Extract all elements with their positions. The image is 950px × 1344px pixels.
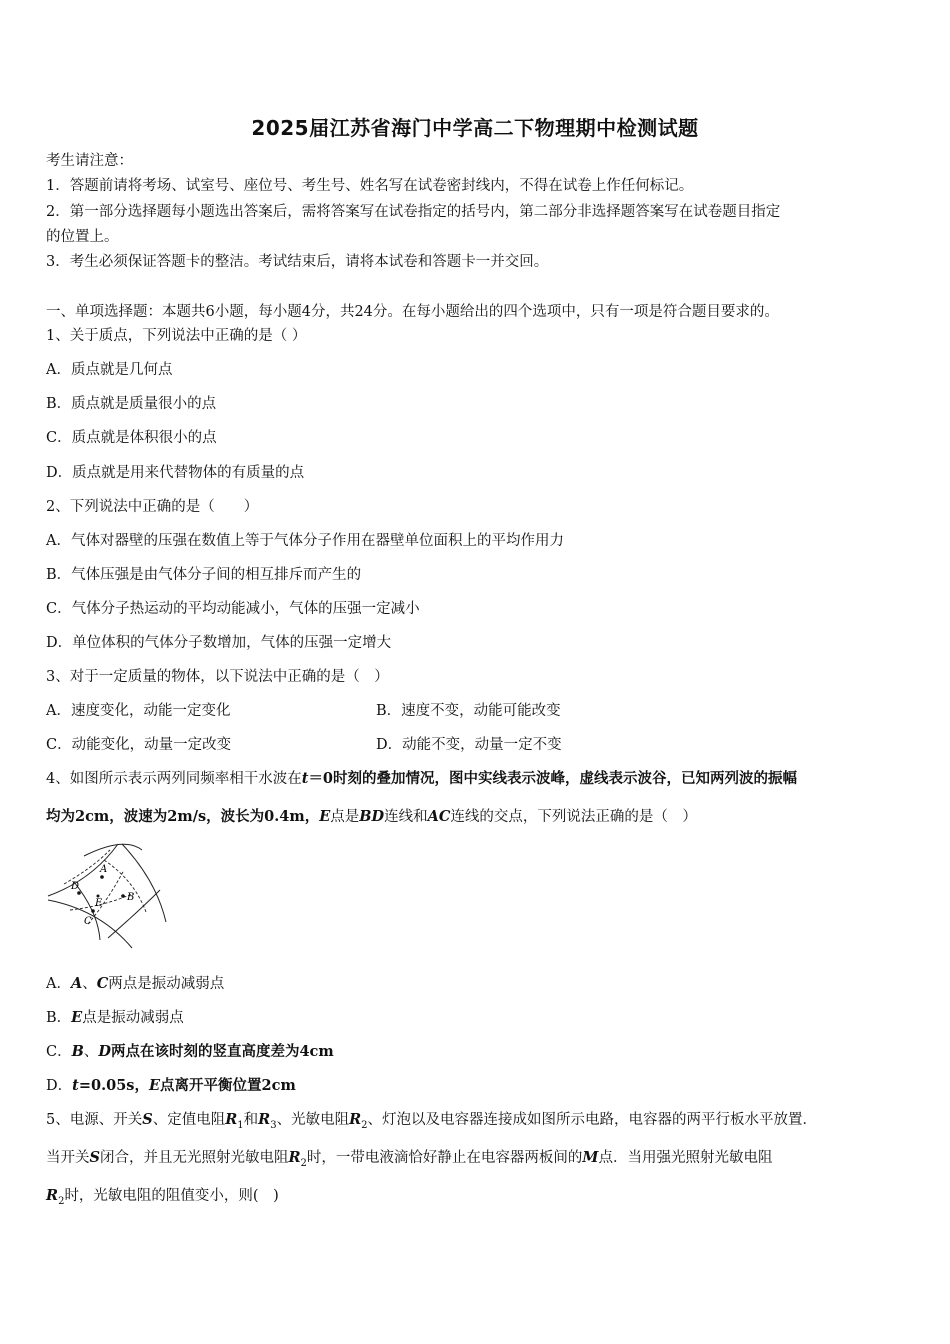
point-b-dot bbox=[121, 894, 125, 898]
q1-option-b: B．质点就是质量很小的点 bbox=[46, 396, 217, 412]
q4-option-c: C．B、D两点在该时刻的竖直高度差为4cm bbox=[46, 1043, 334, 1060]
q4-option-d: D．t=0.05s，E点离开平衡位置2cm bbox=[46, 1077, 296, 1094]
label-a: A bbox=[100, 864, 108, 875]
section-heading: 一、单项选择题：本题共6小题，每小题4分，共24分。在每小题给出的四个选项中，只有一项是符合题目要求的。 bbox=[46, 304, 779, 320]
wave-interference-figure bbox=[44, 840, 168, 960]
q2-option-c: C．气体分子热运动的平均动能减小，气体的压强一定减小 bbox=[46, 601, 420, 617]
q5-stem-line-1: 5、电源、开关S、定值电阻$R_1$和$R_3$、光敏电阻$R_2$、灯泡以及电容器连接成如图所示电路，电容器的两平行板水平放置． bbox=[46, 1111, 818, 1131]
label-b: B bbox=[127, 892, 135, 903]
label-d: D bbox=[71, 881, 80, 892]
q4-stem-line-2: 均为2cm，波速为2m/s，波长为0.4m，E点是BD连线和AC连线的交点，下列说法正确的是（ ） bbox=[46, 808, 697, 825]
q5-stem-line-3: $R_2$时，光敏电阻的阻值变小，则( ) bbox=[46, 1187, 279, 1207]
q4-option-b: B．E点是振动减弱点 bbox=[46, 1009, 184, 1026]
label-e: E bbox=[95, 898, 103, 909]
q4-stem-line-1: 4、如图所示表示两列同频率相干水波在t＝0时刻的叠加情况，图中实线表示波峰，虚线表示波谷，已知两列波的振幅 bbox=[46, 770, 798, 787]
q4-option-a: A．A、C两点是振动减弱点 bbox=[46, 975, 225, 992]
q5-stem-line-2: 当开关S闭合，并且无光照射光敏电阻$R_2$时，一带电液滴恰好静止在电容器两板间的M点．当用强光照射光敏电阻 bbox=[46, 1149, 773, 1169]
notice-heading: 考生请注意： bbox=[46, 153, 133, 169]
q1-option-d: D．质点就是用来代替物体的有质量的点 bbox=[46, 465, 305, 481]
page-title: 2025届江苏省海门中学高二下物理期中检测试题 bbox=[251, 116, 699, 140]
q3-option-d: D．动能不变，动量一定不变 bbox=[376, 737, 562, 753]
notice-item-2: 2．第一部分选择题每小题选出答案后，需将答案写在试卷指定的括号内，第二部分非选择题答案写在试卷题目指定 bbox=[46, 204, 781, 220]
notice-item-2-cont: 的位置上。 bbox=[46, 229, 119, 245]
q2-option-b: B．气体压强是由气体分子间的相互排斥而产生的 bbox=[46, 567, 362, 583]
notice-item-1: 1．答题前请将考场、试室号、座位号、考生号、姓名写在试卷密封线内，不得在试卷上作任何标记。 bbox=[46, 178, 694, 194]
label-c: C bbox=[84, 916, 92, 927]
q3-stem: 3、对于一定质量的物体，以下说法中正确的是（ ） bbox=[46, 669, 389, 685]
q1-option-c: C．质点就是体积很小的点 bbox=[46, 430, 217, 446]
point-c-dot bbox=[91, 909, 95, 913]
q1-option-a: A．质点就是几何点 bbox=[46, 362, 173, 378]
q3-option-a: A．速度变化，动能一定变化 bbox=[46, 703, 231, 719]
q3-option-b: B．速度不变，动能可能改变 bbox=[376, 703, 561, 719]
q2-stem: 2、下列说法中正确的是（ ） bbox=[46, 499, 259, 515]
q1-stem: 1、关于质点，下列说法中正确的是（ ） bbox=[46, 328, 307, 344]
point-a-dot bbox=[100, 875, 104, 879]
q2-option-d: D．单位体积的气体分子数增加，气体的压强一定增大 bbox=[46, 635, 392, 651]
q2-option-a: A．气体对器壁的压强在数值上等于气体分子作用在器壁单位面积上的平均作用力 bbox=[46, 533, 564, 549]
notice-item-3: 3．考生必须保证答题卡的整洁。考试结束后，请将本试卷和答题卡一并交回。 bbox=[46, 254, 549, 270]
q3-option-c: C．动能变化，动量一定改变 bbox=[46, 737, 232, 753]
